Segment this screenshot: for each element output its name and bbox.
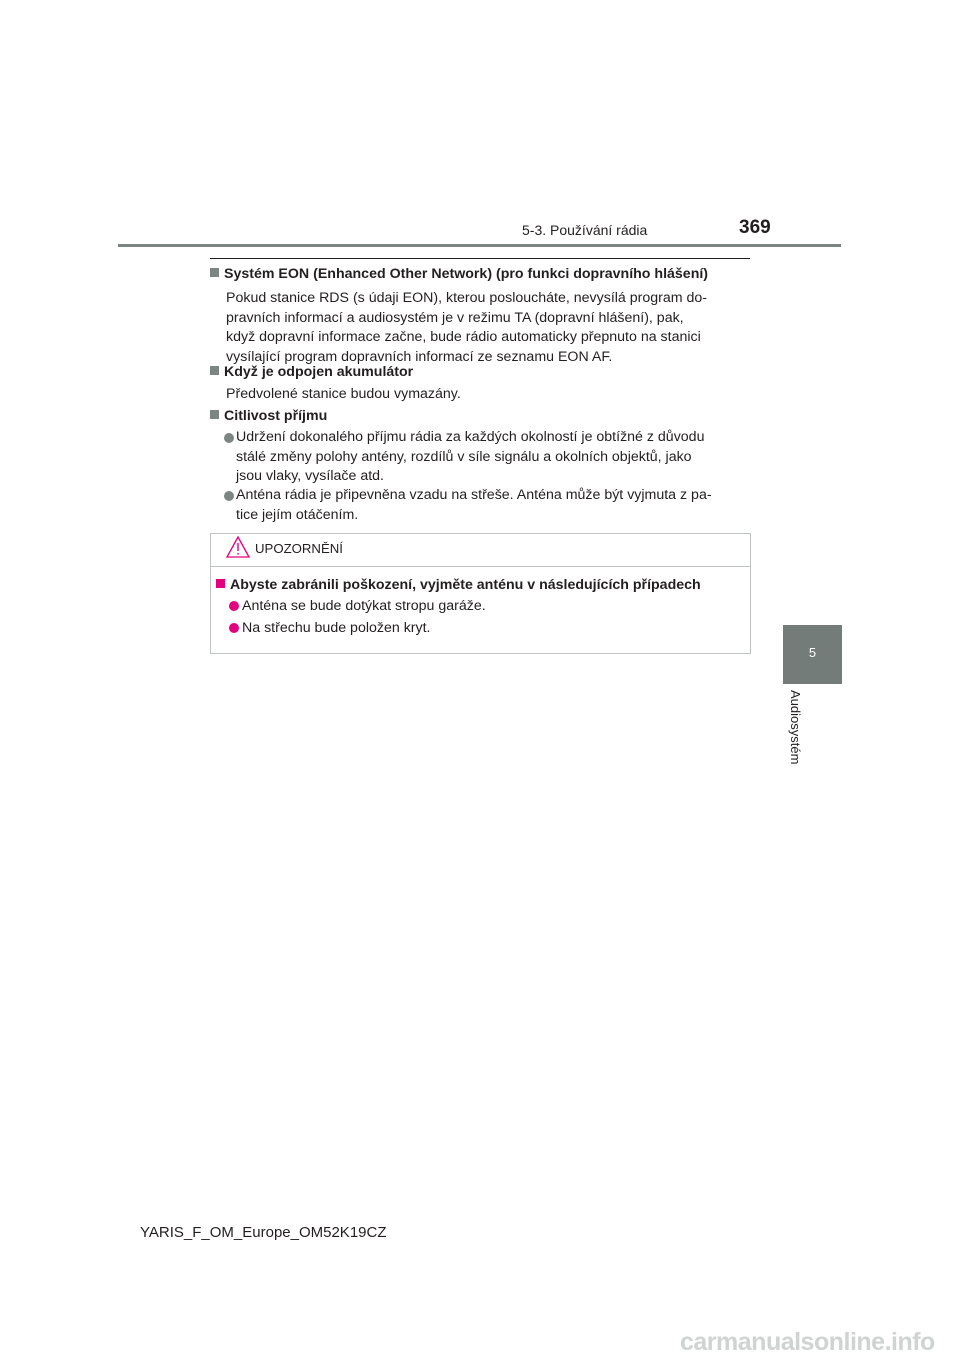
- warning-triangle-icon: [225, 535, 251, 559]
- chapter-tab: [783, 625, 842, 684]
- text-line: jsou vlaky, vysílače atd.: [236, 468, 384, 484]
- section-heading-text: Citlivost příjmu: [224, 408, 328, 424]
- text-line: Udržení dokonalého příjmu rádia za každých okolností je obtížné z důvodu: [236, 429, 705, 445]
- caution-box: [210, 533, 751, 654]
- round-bullet-icon: [229, 623, 239, 633]
- list-item: [224, 428, 750, 487]
- section-heading-eon: [210, 264, 708, 284]
- text-line: Předvolené stanice budou vymazány.: [226, 386, 461, 402]
- text-line: vysílající program dopravních informací ze seznamu EON AF.: [226, 348, 613, 365]
- section-paragraph-eon: [226, 289, 750, 367]
- text-line: Anténa rádia je připevněna vzadu na střeše. Anténa může být vyjmuta z pa-: [236, 487, 712, 503]
- caution-list-item: [229, 598, 486, 614]
- round-bullet-icon: [224, 433, 234, 443]
- caution-header: [211, 534, 750, 567]
- section-heading-reception: [210, 406, 327, 426]
- section-title: 5-3. Používání rádia: [522, 222, 648, 238]
- text-line: stálé změny polohy antény, rozdílů v síle signálu a okolních objektů, jako: [236, 448, 692, 465]
- square-bullet-icon: [210, 366, 219, 375]
- document-code: YARIS_F_OM_Europe_OM52K19CZ: [140, 1224, 387, 1241]
- round-bullet-icon: [229, 601, 239, 611]
- text-line: pravních informací a audiosystém je v režimu TA (dopravní hlášení), pak,: [226, 309, 684, 326]
- caution-item-text: Anténa se bude dotýkat stropu garáže.: [242, 598, 486, 614]
- caution-label: UPOZORNĚNÍ: [255, 541, 343, 556]
- square-bullet-icon: [216, 579, 225, 588]
- section-heading-battery: [210, 362, 413, 382]
- caution-heading: [216, 577, 701, 593]
- content-divider: [210, 258, 750, 259]
- list-item: [224, 486, 750, 525]
- caution-list-item: [229, 620, 430, 636]
- watermark: carmanualsonline.info: [680, 1328, 935, 1356]
- text-line: když dopravní informace začne, bude rádio automaticky přepnuto na stanici: [226, 329, 701, 345]
- header-divider: [118, 244, 841, 247]
- text-line: Pokud stanice RDS (s údaji EON), kterou posloucháte, nevysílá program do-: [226, 290, 708, 306]
- page-number: 369: [739, 217, 771, 238]
- square-bullet-icon: [210, 410, 219, 419]
- text-line: tice jejím otáčením.: [236, 506, 359, 523]
- chapter-number: 5: [808, 645, 817, 660]
- round-bullet-icon: [224, 491, 234, 501]
- page-header: [0, 0, 960, 250]
- section-heading-text: Systém EON (Enhanced Other Network) (pro funkci dopravního hlášení): [224, 266, 709, 282]
- section-heading-text: Když je odpojen akumulátor: [224, 364, 414, 380]
- square-bullet-icon: [210, 268, 219, 277]
- chapter-label: Audiosystém: [788, 690, 803, 765]
- caution-heading-text: Abyste zabránili poškození, vyjměte anténu v následujících případech: [230, 577, 701, 593]
- section-paragraph-battery: [226, 385, 750, 405]
- caution-item-text: Na střechu bude položen kryt.: [242, 620, 431, 636]
